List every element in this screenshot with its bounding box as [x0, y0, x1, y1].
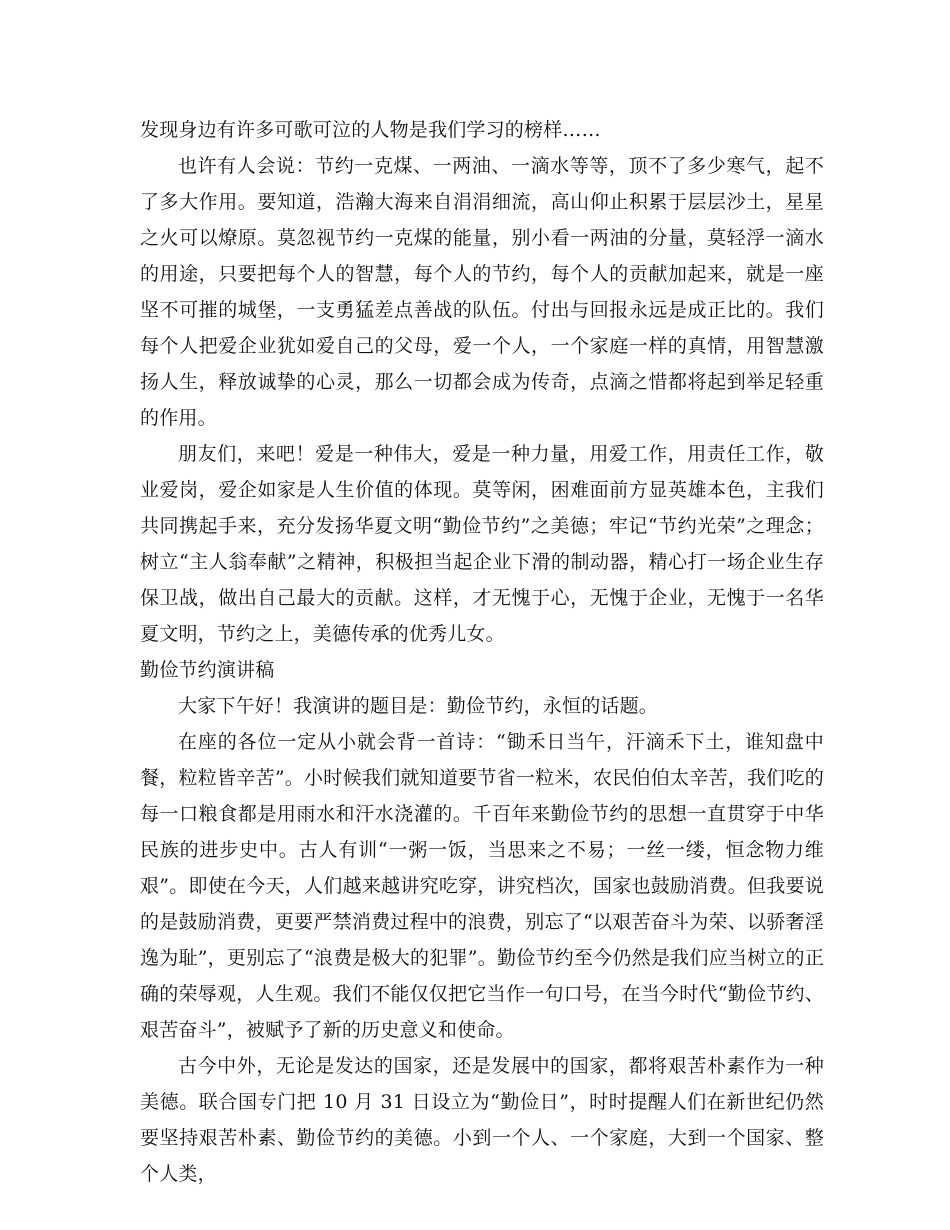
paragraph: 大家下午好！我演讲的题目是：勤俭节约，永恒的话题。 [178, 695, 659, 717]
paragraph: 也许有人会说：节约一克煤、一两油、一滴水等等，顶不了多少寒气，起不了多大作用。要知道，浩瀚大海来自涓涓细流，高山仰止积累于层层沙土，星星之火可以燎原。莫忽视节约一克煤的能量，别小看一两油的分量，莫轻浮一滴水的用途，只要把每个人的智慧，每个人的节约，每个人的贡献加起来，就是一座坚不可摧的城堡，一支勇猛差点善战的队伍。付出与回报永远是成正比的。我们每个人把爱企业犹如爱自己的父母，爱一个人，一个家庭一样的真情，用智慧激扬人生，释放诚挚的心灵，那么一切都会成为传奇，点滴之惜都将起到举足轻重的作用。 [140, 155, 824, 429]
document-body [140, 112, 824, 1192]
paragraph: 朋友们，来吧！爱是一种伟大，爱是一种力量，用爱工作，用责任工作，敬业爱岗，爱企如家是人生价值的体现。莫等闲，困难面前方显英雄本色，主我们共同携起手来，充分发扬华夏文明“勤俭节约”之美德；牢记“节约光荣”之理念；树立“主人翁奉献”之精神，积极担当起企业下滑的制动器，精心打一场企业生存保卫战，做出自己最大的贡献。这样，才无愧于心，无愧于企业，无愧于一名华夏文明，节约之上，美德传承的优秀儿女。 [140, 443, 824, 645]
paragraph: 古今中外，无论是发达的国家，还是发展中的国家，都将艰苦朴素作为一种美德。联合国专门把 10 月 31 日设立为“勤俭日”，时时提醒人们在新世纪仍然要坚持艰苦朴素、勤俭节约的美德。小到一个人、一个家庭，大到一个国家、整个人类， [140, 1055, 824, 1185]
paragraph-continuation: 发现身边有许多可歌可泣的人物是我们学习的榜样…… [140, 119, 601, 141]
section-title: 勤俭节约演讲稿 [140, 659, 275, 681]
paragraph: 在座的各位一定从小就会背一首诗：“锄禾日当午，汗滴禾下土，谁知盘中餐，粒粒皆辛苦”。小时候我们就知道要节省一粒米，农民伯伯太辛苦，我们吃的每一口粮食都是用雨水和汗水浇灌的。千百年来勤俭节约的思想一直贯穿于中华民族的进步史中。古人有训“一粥一饭，当思来之不易；一丝一缕，恒念物力维艰”。即使在今天，人们越来越讲究吃穿，讲究档次，国家也鼓励消费。但我要说的是鼓励消费，更要严禁消费过程中的浪费，别忘了“以艰苦奋斗为荣、以骄奢淫逸为耻”，更别忘了“浪费是极大的犯罪”。勤俭节约至今仍然是我们应当树立的正确的荣辱观，人生观。我们不能仅仅把它当作一句口号，在当今时代“勤俭节约、艰苦奋斗”，被赋予了新的历史意义和使命。 [140, 731, 824, 1041]
